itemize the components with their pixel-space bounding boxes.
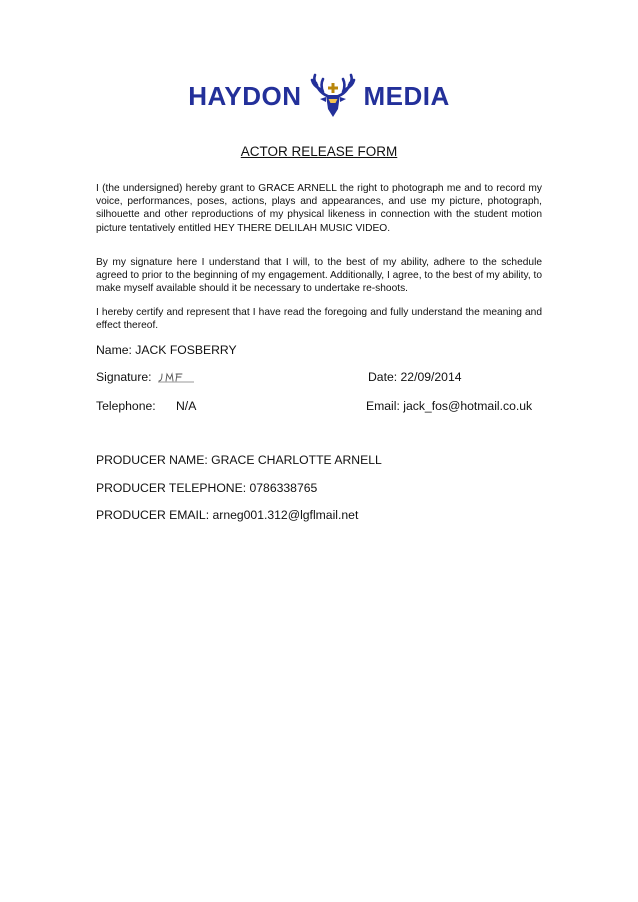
telephone-value: N/A bbox=[176, 399, 197, 413]
producer-name: PRODUCER NAME: GRACE CHARLOTTE ARNELL bbox=[96, 453, 382, 467]
producer-email: PRODUCER EMAIL: arneg001.312@lgflmail.net bbox=[96, 508, 359, 522]
logo-word-left: HAYDON bbox=[188, 80, 302, 111]
signature-label: Signature: bbox=[96, 370, 152, 384]
certify-paragraph: I hereby certify and represent that I have read the foregoing and fully understand the meaning and effect thereof. bbox=[96, 307, 542, 332]
producer-telephone: PRODUCER TELEPHONE: 0786338765 bbox=[96, 481, 318, 495]
logo-word-right: MEDIA bbox=[363, 80, 450, 111]
handwritten-signature bbox=[158, 369, 194, 385]
actor-email: Email: jack_fos@hotmail.co.uk bbox=[366, 399, 533, 413]
grant-paragraph: I (the undersigned) hereby grant to GRACE ARNELL the right to photograph me and to record my voice, performances, poses, actions, plays and appearances, and use my picture, photograph, silhouette and other reproductions of my physical likeness in connection with the student motion picture tentatively entitled HEY THERE DELILAH MUSIC VIDEO. bbox=[96, 183, 542, 234]
signature-date: Date: 22/09/2014 bbox=[368, 370, 462, 384]
telephone-label: Telephone: bbox=[96, 399, 156, 413]
actor-name: Name: JACK FOSBERRY bbox=[96, 343, 237, 357]
company-logo bbox=[0, 72, 638, 120]
form-title: ACTOR RELEASE FORM bbox=[240, 144, 398, 159]
stag-head-icon bbox=[308, 73, 358, 119]
schedule-paragraph: By my signature here I understand that I will, to the best of my ability, adhere to the schedule agreed to prior to the beginning of my engagement. Additionally, I agree, to the best of my ability, to make myself available should it be necessary to undertake re-shoots. bbox=[96, 257, 542, 295]
